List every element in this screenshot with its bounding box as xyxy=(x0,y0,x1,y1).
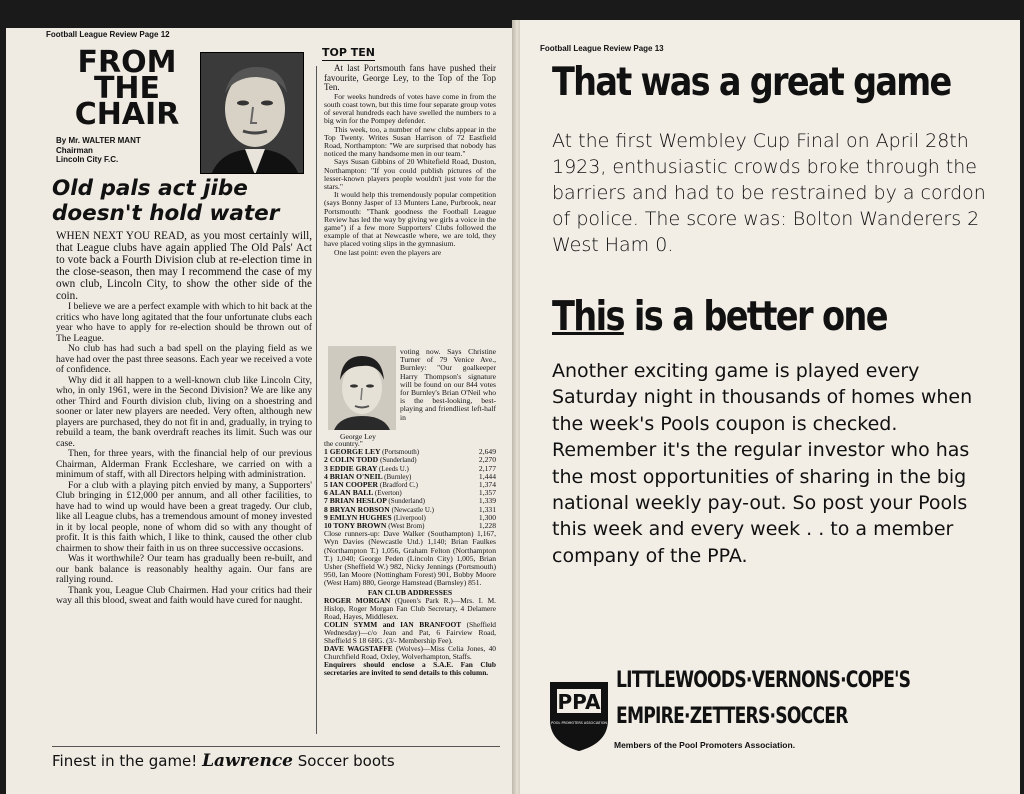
george-ley-photo xyxy=(328,346,396,430)
ppa-members-note: Members of the Pool Promoters Association. xyxy=(614,740,796,750)
author-club: Lincoln City F.C. xyxy=(56,155,119,164)
entry-name: 4 BRIAN O'NEIL xyxy=(324,471,385,481)
entry-club: (Burnley) xyxy=(384,472,412,481)
entry-name: 10 TONY BROWN xyxy=(324,521,389,531)
column-divider xyxy=(316,66,317,734)
ppa-logo-text: PPA xyxy=(557,690,601,714)
better-rest: is a better one xyxy=(623,292,887,340)
enquirers-note: Enquirers should enclose a S.A.E. Fan Club secretaries are invited to send details to this column. xyxy=(324,659,496,677)
entry-name: 2 COLIN TODD xyxy=(324,455,381,465)
entry-name: 7 BRIAN HESLOP xyxy=(324,496,389,506)
top-ten-chart xyxy=(324,440,496,677)
entry-name: 8 BRYAN ROBSON xyxy=(324,504,392,514)
ppa-companies-line1: LITTLEWOODS·VERNONS·COPE'S xyxy=(616,668,911,693)
author-byline xyxy=(56,136,196,165)
entry-votes: 1,339 xyxy=(478,496,496,506)
ppa-shield-icon xyxy=(548,680,610,752)
ppa-companies-line2: EMPIRE·ZETTERS·SOCCER xyxy=(616,704,848,729)
lawrence-ad-footer xyxy=(52,746,500,771)
fan-club-name: DAVE WAGSTAFFE xyxy=(324,643,396,653)
entry-name: 5 IAN COOPER xyxy=(324,480,380,490)
entry-club: (Sunderland) xyxy=(380,456,417,465)
fan-club-address: (Wolves)—Miss Celia Jones, 40 Churchfield Road, Oxley, Wolverhampton, Staffs. xyxy=(324,643,496,661)
entry-name: 3 EDDIE GRAY xyxy=(324,463,379,473)
article-paragraph: No club has had such a bad spell on the playing field as we have had over the past three seasons. Each year we received a vote of confidence. xyxy=(56,343,312,375)
fan-club-title: FAN CLUB ADDRESSES xyxy=(367,587,453,597)
fan-club-address: (Sheffield Wednesday)—c/o Jean and Pat, 6 Fairview Road, Sheffield S 18 6HG. (3/- Membership Fee). xyxy=(324,619,496,645)
article-body xyxy=(56,230,312,607)
headline-line: doesn't hold water xyxy=(52,201,280,226)
title-line: FROM xyxy=(77,45,177,80)
entry-votes: 1,357 xyxy=(478,488,496,498)
entry-club: (Sunderland) xyxy=(388,497,425,506)
lawrence-brand: Lawrence xyxy=(202,751,293,771)
top-ten-paragraph: It would help this tremendously popular competition (says Bonny Jasper of 13 Munters Lane, Purbrook, near Portsmouth: "Thank goodness the Football League Review has led the way by giving we girls a voice in the game") if a few more Supporters' Clubs followed the example of that at Newcastle where, we are told, they have placed voting slips in the gymnasium. xyxy=(324,190,496,249)
entry-votes: 1,300 xyxy=(478,512,496,522)
fan-club-entry xyxy=(324,597,496,621)
article-paragraph: Why did it all happen to a well-known club like Lincoln City, who, in only 1961, were in the Second Division? We are like any other Third and Fourth division club, living on a shoestring and sooner or later new players are needed. Very often, although new players are purchased, they do not fit in and, gradually, in trying to rebuild a team, the bank overdraft reaches its limit. Such was our case. xyxy=(56,374,312,449)
entry-name: 1 GEORGE LEY xyxy=(324,447,383,457)
entry-club: (West Brom) xyxy=(388,522,425,531)
entry-votes: 1,228 xyxy=(478,521,496,531)
headline-line: Old pals act jibe xyxy=(52,176,248,201)
chart-intro: the country." xyxy=(324,439,363,448)
footer-tagline: Finest in the game! xyxy=(52,752,198,770)
entry-name: 6 ALAN BALL xyxy=(324,488,375,498)
article-headline xyxy=(52,176,320,226)
portrait-illustration xyxy=(201,53,304,174)
entry-club: (Everton) xyxy=(374,489,402,498)
top-ten-paragraph: One last point: even the players are xyxy=(334,247,442,257)
author-portrait-photo xyxy=(200,52,304,174)
from-the-chair-title xyxy=(62,45,192,132)
author-role: Chairman xyxy=(56,145,93,155)
footer-product: Soccer boots xyxy=(297,752,395,770)
article-paragraph: WHEN NEXT YOU READ, as you most certainly will, that League clubs have again applied The Old Pals' Act to vote back a Fourth Division club at re-election time in the close-season, then may I recommend the case of my own club, Lincoln City, to show the other side of the coin. xyxy=(56,230,312,302)
fan-club-entry xyxy=(324,621,496,645)
this-underlined: This xyxy=(552,292,624,340)
top-ten-paragraph: For weeks hundreds of votes have come in from the south coast town, but this time four separate group votes of several hundreds each have swelled the numbers to a big win for the Pompey defender. xyxy=(324,91,496,126)
entry-club: (Portsmouth) xyxy=(382,448,420,457)
top-ten-paragraph: Says Susan Gibbins of 20 Whitefield Road, Duston, Northampton: "If you could publish pictures of the lesser-known players people wouldn't just vote for the stars." xyxy=(324,157,496,192)
entry-club: (Bradford C.) xyxy=(379,481,419,490)
entry-votes: 1,331 xyxy=(478,504,496,514)
ley-illustration xyxy=(328,346,396,430)
entry-club: (Liverpool) xyxy=(393,513,426,522)
ppa-logo-subtext: POOL PROMOTERS ASSOCIATION xyxy=(551,721,607,725)
ppa-shield-logo xyxy=(548,680,610,752)
title-line: THE xyxy=(93,71,161,106)
entry-votes: 2,177 xyxy=(478,463,496,473)
article-paragraph: For a club with a playing pitch envied by many, a Supporters' Club bringing in £12,000 per annum, and all other facilities, to have had to wind up would have been a great tragedy. Our club, like all League clubs, has a tremendous amount of money invested in it by local people, none of whom did so with any thought of profit. It is this faith which, I like to think, caused the other club chairmen to show their faith in us on three successive occasions. xyxy=(56,479,312,554)
left-running-head: Football League Review Page 12 xyxy=(46,30,170,39)
entry-votes: 2,270 xyxy=(478,455,496,465)
article-paragraph: I believe we are a perfect example with which to hit back at the critics who have long agitated that the four unfortunate clubs each year who have to apply for re-election should be thrown out of The League. xyxy=(56,301,312,344)
pools-paragraph: Another exciting game is played every Saturday night in thousands of homes when the week's Pools coupon is checked. Remember it's the regular investor who has the most opportunities of sharing in the big national weekly pay-out. So post your Pools this week and every week . . to a member company of the PPA. xyxy=(552,360,973,567)
top-ten-side-text: voting now. Says Christine Turner of 79 Venice Ave., Burnley: "Our goalkeeper Harry Thompson's signature will be found on our 844 votes for Burnley's Brian O'Neil who is the best-looking, best-playing and friendliest left-half in xyxy=(400,347,496,422)
fan-club-name: COLIN SYMM and IAN BRANFOOT xyxy=(324,619,467,629)
article-paragraph: Thank you, League Club Chairmen. Had your critics had their way all this blood, sweat and faith would have cured for naught. xyxy=(56,584,312,606)
runners-up: Close runners-up: Dave Walker (Southampton) 1,167, Wyn Davies (Newcastle Utd.) 1,140; Brian Faulkes (Northampton T.) 1,056, Graham Felton (Northampton T.) 1,040; George Peden (Lincoln City) 1,005, Brian Usher (Sheffield W.) 982, Nicky Jennings (Portsmouth) 950, Ian Moore (Nottingham Forest) 901, Bobby Moore (West Ham) 880, George Hamstead (Barnsley) 851. xyxy=(324,529,496,588)
wembley-paragraph: At the first Wembley Cup Final on April 28th 1923, enthusiastic crowds broke through the barriers and had to be restrained by a cordon of police. The score was: Bolton Wanderers 2 West Ham 0. xyxy=(552,130,986,256)
photo-caption: George Ley xyxy=(340,432,376,441)
entry-votes: 2,649 xyxy=(478,447,496,457)
fan-club-address: (Queen's Park R.)—Mrs. I. M. Hislop, Roger Morgan Fan Club Secretary, 4 Delamere Road, Hayes, Middlesex. xyxy=(324,595,496,621)
fan-club-entry xyxy=(324,645,496,661)
author-name: By Mr. WALTER MANT xyxy=(56,136,141,145)
better-one-headline xyxy=(552,292,913,340)
entry-votes: 1,374 xyxy=(478,480,496,490)
fan-club-list xyxy=(324,597,496,661)
entry-club: (Newcastle U.) xyxy=(391,505,434,514)
top-ten-body xyxy=(324,64,496,257)
article-paragraph: Then, for three years, with the financial help of our previous Chairman, Alderman Frank Eccleshare, we carried on with a minimum of staff, with all Directors helping with administration. xyxy=(56,448,312,480)
top-ten-paragraph: At last Portsmouth fans have pushed their favourite, George Ley, to the Top of the Top Ten. xyxy=(324,63,496,93)
fan-club-name: ROGER MORGAN xyxy=(324,595,395,605)
entry-votes: 1,444 xyxy=(478,471,496,481)
entry-club: (Leeds U.) xyxy=(378,464,409,473)
great-game-headline: That was a great game xyxy=(552,60,951,105)
top-ten-paragraph: This week, too, a number of new clubs appear in the Top Twenty. Writes Susan Harrison of 72 Eastfield Road, Northampton: "We are surprised that nobody has noticed the many handsome men in our team." xyxy=(324,124,496,159)
chart-list xyxy=(324,448,496,530)
entry-name: 9 EMLYN HUGHES xyxy=(324,512,394,522)
article-paragraph: Was it worthwhile? Our team has gradually been re-built, and our bank balance is reasonably healthy again. Our fans are rallying round. xyxy=(56,553,312,585)
title-line: CHAIR xyxy=(74,97,180,132)
right-running-head: Football League Review Page 13 xyxy=(540,44,664,53)
top-ten-title: TOP TEN xyxy=(322,46,375,59)
